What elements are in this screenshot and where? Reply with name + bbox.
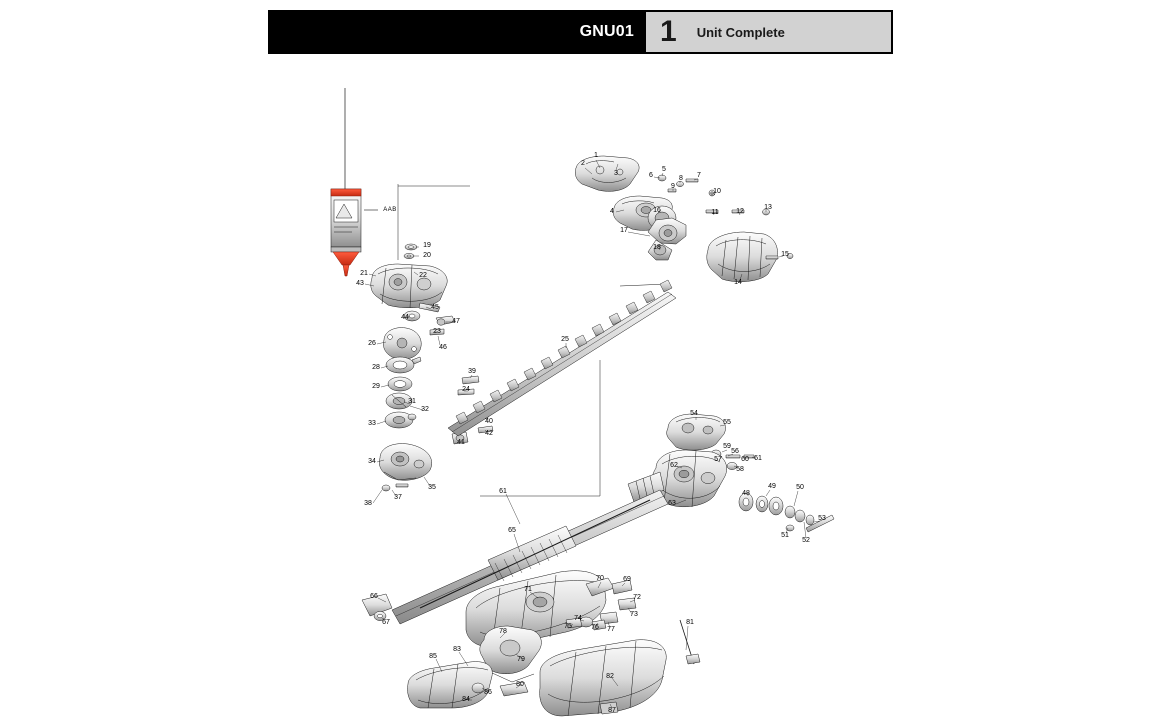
part-callout: 84 bbox=[462, 696, 470, 703]
part-callout: 62 bbox=[670, 462, 678, 469]
part-callout: 34 bbox=[368, 458, 376, 465]
figure-title-band bbox=[646, 12, 891, 52]
part-callout: 67 bbox=[382, 619, 390, 626]
part-callout: 14 bbox=[734, 279, 742, 286]
part-callout: 79 bbox=[517, 656, 525, 663]
part-callout: 80 bbox=[516, 681, 524, 688]
part-callout: 43 bbox=[356, 280, 364, 287]
part-callout: 11 bbox=[711, 209, 719, 216]
part-callout: 52 bbox=[802, 537, 810, 544]
part-callout: 3 bbox=[614, 170, 618, 177]
exploded-parts-diagram bbox=[0, 60, 1164, 724]
part-callout: 70 bbox=[596, 575, 604, 582]
part-callout: 31 bbox=[408, 398, 416, 405]
aab-lubricant-label: AAB bbox=[383, 207, 397, 213]
part-callout: 78 bbox=[499, 628, 507, 635]
figure-title: Unit Complete bbox=[696, 24, 785, 40]
part-callout: 77 bbox=[607, 626, 615, 633]
part-callout: 48 bbox=[742, 490, 750, 497]
figure-number: 1 bbox=[660, 15, 677, 48]
part-callout: 39 bbox=[468, 368, 476, 375]
part-callout: 60 bbox=[741, 456, 749, 463]
part-callout: 9 bbox=[671, 183, 675, 190]
part-callout: 83 bbox=[453, 646, 461, 653]
part-callout: 32 bbox=[421, 406, 429, 413]
part-callout: 69 bbox=[623, 576, 631, 583]
part-callout: 1 bbox=[594, 152, 598, 159]
part-callout: 7 bbox=[697, 172, 701, 179]
part-callout: 76 bbox=[591, 624, 599, 631]
part-callout: 87 bbox=[608, 707, 616, 714]
part-callout: 15 bbox=[781, 251, 789, 258]
part-callout: 61 bbox=[754, 455, 762, 462]
part-callout: 58 bbox=[736, 466, 744, 473]
part-callout: 82 bbox=[606, 673, 614, 680]
part-callout: 18 bbox=[653, 244, 661, 251]
part-callout: 63 bbox=[668, 500, 676, 507]
part-callout: 23 bbox=[433, 328, 441, 335]
part-callout: 35 bbox=[428, 484, 436, 491]
part-callout: 25 bbox=[561, 336, 569, 343]
figure-title-bar bbox=[268, 10, 893, 54]
part-callout: 65 bbox=[508, 527, 516, 534]
part-callout: 19 bbox=[423, 242, 431, 249]
part-callout: 40 bbox=[485, 418, 493, 425]
part-callout: 12 bbox=[736, 208, 744, 215]
part-callout: 29 bbox=[372, 383, 380, 390]
part-callout: 72 bbox=[633, 594, 641, 601]
part-callout: 73 bbox=[630, 611, 638, 618]
part-callout: 51 bbox=[781, 532, 789, 539]
part-callout: 22 bbox=[419, 272, 427, 279]
part-callout: 49 bbox=[768, 483, 776, 490]
part-callout: 61 bbox=[499, 488, 507, 495]
part-callout: 55 bbox=[723, 419, 731, 426]
part-callout: 74 bbox=[574, 615, 582, 622]
part-callout: 33 bbox=[368, 420, 376, 427]
part-callout: 5 bbox=[662, 166, 666, 173]
part-callout: 50 bbox=[796, 484, 804, 491]
part-callout: 4 bbox=[610, 208, 614, 215]
part-callout: 37 bbox=[394, 494, 402, 501]
part-callout: 57 bbox=[714, 456, 722, 463]
part-callout: 10 bbox=[713, 188, 721, 195]
part-callout: 13 bbox=[764, 204, 772, 211]
part-callout: 41 bbox=[457, 439, 465, 446]
part-callout: 47 bbox=[452, 318, 460, 325]
part-callout: 21 bbox=[360, 270, 368, 277]
part-callout: 38 bbox=[364, 500, 372, 507]
part-callout: 46 bbox=[439, 344, 447, 351]
part-callout: 85 bbox=[429, 653, 437, 660]
part-callout: 81 bbox=[686, 619, 694, 626]
part-callout: 66 bbox=[370, 593, 378, 600]
part-callout: 54 bbox=[690, 410, 698, 417]
part-callout: 56 bbox=[731, 448, 739, 455]
part-callout: 8 bbox=[679, 175, 683, 182]
part-callout: 75 bbox=[564, 623, 572, 630]
part-callout: 45 bbox=[431, 304, 439, 311]
part-callout: 6 bbox=[649, 172, 653, 179]
part-callout: 24 bbox=[462, 386, 470, 393]
part-callout: 42 bbox=[485, 430, 493, 437]
part-callout: 26 bbox=[368, 340, 376, 347]
part-callout: 71 bbox=[524, 586, 532, 593]
part-callout: 20 bbox=[423, 252, 431, 259]
part-callout: 17 bbox=[620, 227, 628, 234]
part-callout: 28 bbox=[372, 364, 380, 371]
part-callout: 86 bbox=[484, 689, 492, 696]
model-code-band bbox=[270, 12, 646, 52]
part-callout: 53 bbox=[818, 515, 826, 522]
model-code: GNU01 bbox=[579, 23, 634, 40]
part-callout: 59 bbox=[723, 443, 731, 450]
part-callout: 2 bbox=[581, 160, 585, 167]
part-callout: 16 bbox=[653, 207, 661, 214]
part-callout: 44 bbox=[401, 314, 409, 321]
